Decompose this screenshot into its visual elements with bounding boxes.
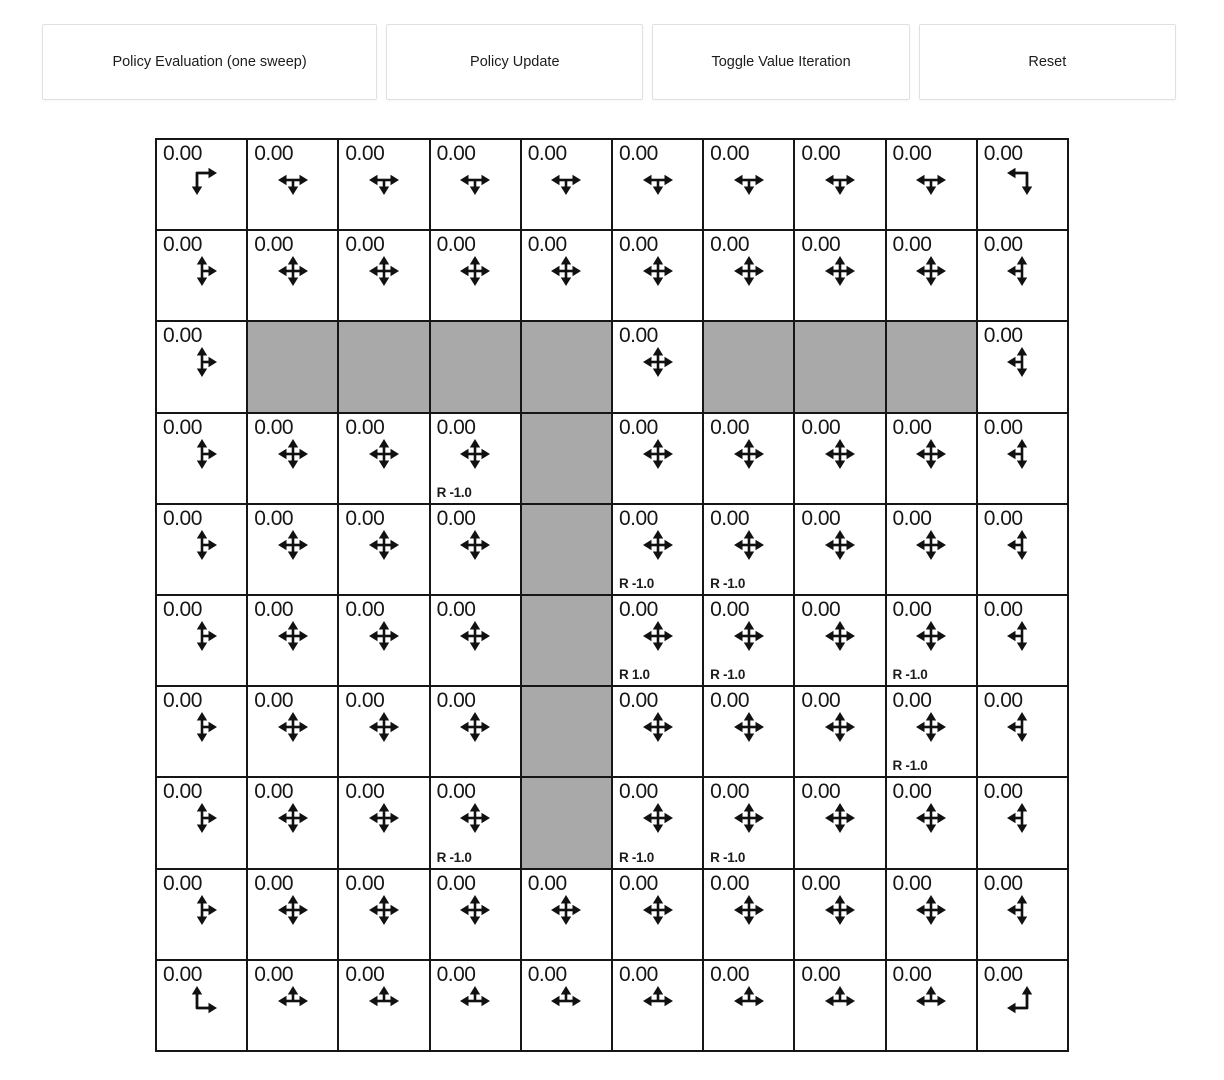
state-value: 0.00 [345,871,385,895]
grid-cell [886,686,977,777]
state-value: 0.00 [710,780,749,804]
state-value: 0.00 [618,597,658,621]
state-value: 0.00 [892,506,932,530]
policy-arrow-icon [367,254,401,288]
policy-arrow-icon [276,437,310,471]
state-value: 0.00 [892,233,932,257]
state-value: 0.00 [163,142,202,165]
state-value: 0.00 [892,780,932,804]
policy-arrow-icon [276,163,310,197]
grid-cell [977,139,1068,230]
policy-arrow-icon [549,893,583,927]
policy-arrow-icon [458,801,492,835]
state-value: 0.00 [254,233,294,257]
state-value: 0.00 [163,597,202,621]
grid-cell [703,504,794,595]
policy-arrow-icon [458,984,492,1018]
grid-cell [430,230,521,321]
policy-arrow-icon [1005,345,1039,379]
policy-arrow-icon [641,619,675,653]
policy-arrow-icon [185,893,219,927]
grid-cell [247,869,338,960]
state-value: 0.00 [710,506,749,530]
policy-arrow-icon [1005,619,1039,653]
policy-arrow-icon [732,437,766,471]
policy-arrow-icon [914,893,948,927]
grid-cell [886,777,977,868]
state-value: 0.00 [345,962,385,986]
state-value: 0.00 [163,233,202,257]
grid-cell [612,413,703,504]
state-value: 0.00 [345,233,385,257]
grid-cell [794,413,885,504]
state-value: 0.00 [163,689,202,713]
grid-cell [338,139,429,230]
policy-arrow-icon [276,528,310,562]
state-value: 0.00 [527,871,567,895]
state-value: 0.00 [436,415,476,439]
grid-cell [247,686,338,777]
toolbar [42,24,1176,100]
state-value: 0.00 [892,962,932,986]
policy-arrow-icon [276,710,310,744]
policy-arrow-icon [914,528,948,562]
state-value: 0.00 [527,233,567,257]
state-value: 0.00 [618,506,658,530]
state-value: 0.00 [618,780,658,804]
policy-arrow-icon [185,801,219,835]
grid-cell [612,504,703,595]
grid-cell [703,139,794,230]
state-value: 0.00 [710,233,749,257]
state-value: 0.00 [618,689,658,713]
grid-cell [338,777,429,868]
policy-arrow-icon [641,345,675,379]
policy-arrow-icon [732,801,766,835]
policy-arrow-icon [185,984,219,1018]
state-value: 0.00 [892,689,932,713]
grid-cell [156,230,247,321]
grid-cell [247,777,338,868]
state-value: 0.00 [254,415,294,439]
policy-arrow-icon [367,893,401,927]
state-value: 0.00 [801,780,841,804]
policy-arrow-icon [367,984,401,1018]
state-value: 0.00 [983,780,1023,804]
grid-cell [521,960,612,1051]
state-value: 0.00 [983,324,1023,348]
state-value: 0.00 [436,506,476,530]
reward-label: R -1.0 [710,849,746,865]
state-value: 0.00 [345,142,385,165]
grid-cell [338,686,429,777]
reset-button[interactable]: Reset [919,24,1176,100]
grid-cell [430,777,521,868]
policy-arrow-icon [458,163,492,197]
grid-cell [886,139,977,230]
reward-label: R -1.0 [618,575,654,591]
grid-cell [886,230,977,321]
state-value: 0.00 [254,780,294,804]
policy-arrow-icon [367,528,401,562]
gridworld [155,138,1069,1052]
state-value: 0.00 [163,324,202,348]
state-value: 0.00 [983,506,1023,530]
state-value: 0.00 [801,142,841,165]
grid-cell [612,960,703,1051]
policy-arrow-icon [1005,254,1039,288]
state-value: 0.00 [254,871,294,895]
state-value: 0.00 [163,871,202,895]
policy-arrow-icon [185,619,219,653]
grid-cell [430,413,521,504]
grid-cell [977,777,1068,868]
policy-arrow-icon [641,163,675,197]
policy-arrow-icon [732,619,766,653]
policy-arrow-icon [914,437,948,471]
policy-arrow-icon [276,801,310,835]
policy-arrow-icon [641,984,675,1018]
state-value: 0.00 [254,142,294,165]
grid-cell [612,686,703,777]
grid-cell-wall [794,321,885,412]
policy-arrow-icon [732,984,766,1018]
grid-cell-wall [703,321,794,412]
state-value: 0.00 [436,233,476,257]
state-value: 0.00 [801,871,841,895]
policy-arrow-icon [185,437,219,471]
state-value: 0.00 [710,871,749,895]
grid-cell [247,595,338,686]
grid-cell [156,960,247,1051]
grid-cell-wall [521,321,612,412]
policy-arrow-icon [367,801,401,835]
state-value: 0.00 [618,324,658,348]
policy-arrow-icon [641,437,675,471]
state-value: 0.00 [892,871,932,895]
policy-arrow-icon [823,437,857,471]
grid-cell [430,595,521,686]
reward-label: R -1.0 [892,758,928,774]
state-value: 0.00 [345,780,385,804]
policy-arrow-icon [1005,528,1039,562]
policy-arrow-icon [732,710,766,744]
policy-arrow-icon [823,984,857,1018]
grid-cell [430,504,521,595]
state-value: 0.00 [436,962,476,986]
policy-arrow-icon [367,163,401,197]
state-value: 0.00 [983,142,1023,165]
state-value: 0.00 [163,506,202,530]
grid-cell [156,777,247,868]
toggle-value-iteration-button[interactable]: Toggle Value Iteration [652,24,909,100]
state-value: 0.00 [801,506,841,530]
state-value: 0.00 [254,506,294,530]
grid-cell [247,413,338,504]
state-value: 0.00 [983,233,1023,257]
policy-arrow-icon [641,893,675,927]
state-value: 0.00 [710,415,749,439]
state-value: 0.00 [436,597,476,621]
state-value: 0.00 [163,780,202,804]
policy-arrow-icon [641,801,675,835]
policy-arrow-icon [1005,984,1039,1018]
policy-arrow-icon [732,163,766,197]
grid-cell [794,777,885,868]
grid-cell [886,413,977,504]
grid-cell [794,504,885,595]
grid-cell-wall [521,413,612,504]
policy-arrow-icon [367,437,401,471]
grid-cell [977,869,1068,960]
state-value: 0.00 [163,962,202,986]
grid-cell [977,413,1068,504]
grid-cell [977,504,1068,595]
state-value: 0.00 [436,142,476,165]
policy-arrow-icon [1005,437,1039,471]
grid-cell [794,230,885,321]
grid-cell [886,504,977,595]
grid-cell [338,869,429,960]
grid-cell [886,595,977,686]
grid-cell-wall [886,321,977,412]
state-value: 0.00 [710,962,749,986]
policy-update-button[interactable]: Policy Update [386,24,643,100]
grid-cell [612,777,703,868]
reward-label: R -1.0 [436,484,472,500]
state-value: 0.00 [345,597,385,621]
state-value: 0.00 [710,597,749,621]
policy-arrow-icon [732,893,766,927]
policy-arrow-icon [823,801,857,835]
policy-arrow-icon [185,254,219,288]
policy-arrow-icon [185,528,219,562]
grid-cell [338,595,429,686]
grid-cell [703,869,794,960]
policy-arrow-icon [458,893,492,927]
state-value: 0.00 [710,689,749,713]
grid-cell [977,230,1068,321]
state-value: 0.00 [436,689,476,713]
policy-arrow-icon [276,619,310,653]
grid-cell [156,504,247,595]
state-value: 0.00 [618,962,658,986]
reward-label: R -1.0 [436,849,472,865]
state-value: 0.00 [527,962,567,986]
grid-cell [612,230,703,321]
grid-cell [886,960,977,1051]
grid-cell [521,230,612,321]
state-value: 0.00 [983,962,1023,986]
state-value: 0.00 [801,233,841,257]
reward-label: R -1.0 [618,849,654,865]
policy-evaluation-button[interactable]: Policy Evaluation (one sweep) [42,24,377,100]
policy-arrow-icon [914,254,948,288]
grid-cell [156,413,247,504]
policy-arrow-icon [1005,710,1039,744]
grid-cell-wall [521,686,612,777]
grid-cell-wall [430,321,521,412]
policy-arrow-icon [458,437,492,471]
grid-cell [977,960,1068,1051]
state-value: 0.00 [345,689,385,713]
policy-arrow-icon [458,254,492,288]
grid-cell [156,321,247,412]
grid-cell [703,595,794,686]
state-value: 0.00 [618,142,658,165]
state-value: 0.00 [801,415,841,439]
grid-cell [338,504,429,595]
state-value: 0.00 [892,597,932,621]
policy-arrow-icon [458,619,492,653]
state-value: 0.00 [618,871,658,895]
grid-cell [247,504,338,595]
policy-arrow-icon [823,163,857,197]
policy-arrow-icon [1005,893,1039,927]
policy-arrow-icon [914,163,948,197]
grid-cell-wall [521,777,612,868]
state-value: 0.00 [801,597,841,621]
state-value: 0.00 [254,689,294,713]
grid-cell [703,960,794,1051]
state-value: 0.00 [983,689,1023,713]
grid-cell [156,869,247,960]
state-value: 0.00 [801,689,841,713]
policy-arrow-icon [1005,801,1039,835]
policy-arrow-icon [823,710,857,744]
policy-arrow-icon [641,254,675,288]
state-value: 0.00 [618,415,658,439]
state-value: 0.00 [983,871,1023,895]
state-value: 0.00 [983,597,1023,621]
reward-label: R 1.0 [618,667,650,683]
policy-arrow-icon [914,619,948,653]
grid-cell [703,413,794,504]
reward-label: R -1.0 [710,575,746,591]
policy-arrow-icon [914,801,948,835]
grid-cell [156,686,247,777]
state-value: 0.00 [710,142,749,165]
grid-cell [703,230,794,321]
grid-cell [612,869,703,960]
grid-cell [703,777,794,868]
grid-cell [612,139,703,230]
grid-cell [247,230,338,321]
policy-arrow-icon [914,710,948,744]
grid-cell [247,960,338,1051]
state-value: 0.00 [345,506,385,530]
state-value: 0.00 [527,142,567,165]
grid-cell [794,686,885,777]
grid-cell [703,686,794,777]
grid-cell [886,869,977,960]
policy-arrow-icon [367,710,401,744]
grid-cell [977,595,1068,686]
policy-arrow-icon [641,710,675,744]
state-value: 0.00 [345,415,385,439]
grid-cell [794,869,885,960]
state-value: 0.00 [801,962,841,986]
state-value: 0.00 [892,142,932,165]
policy-arrow-icon [823,893,857,927]
policy-arrow-icon [732,254,766,288]
grid-cell [521,139,612,230]
grid-cell [247,139,338,230]
grid-cell-wall [521,504,612,595]
policy-arrow-icon [367,619,401,653]
policy-arrow-icon [549,254,583,288]
policy-arrow-icon [1005,163,1039,197]
policy-arrow-icon [823,528,857,562]
policy-arrow-icon [276,984,310,1018]
grid-cell-wall [247,321,338,412]
reward-label: R -1.0 [892,667,928,683]
policy-arrow-icon [185,345,219,379]
reward-label: R -1.0 [710,667,746,683]
grid-cell [338,960,429,1051]
grid-cell [338,230,429,321]
grid-cell [521,869,612,960]
grid-cell [430,960,521,1051]
grid-cell [338,413,429,504]
grid-cell-wall [338,321,429,412]
grid-cell [977,686,1068,777]
policy-arrow-icon [458,710,492,744]
policy-arrow-icon [914,984,948,1018]
grid-cell [430,869,521,960]
policy-arrow-icon [823,254,857,288]
policy-arrow-icon [549,984,583,1018]
state-value: 0.00 [436,780,476,804]
policy-arrow-icon [276,254,310,288]
policy-arrow-icon [549,163,583,197]
state-value: 0.00 [163,415,202,439]
state-value: 0.00 [436,871,476,895]
policy-arrow-icon [641,528,675,562]
grid-cell [612,595,703,686]
policy-arrow-icon [185,163,219,197]
state-value: 0.00 [254,962,294,986]
grid-cell [794,595,885,686]
grid-cell [430,686,521,777]
grid-cell [977,321,1068,412]
state-value: 0.00 [983,415,1023,439]
policy-arrow-icon [276,893,310,927]
policy-arrow-icon [458,528,492,562]
grid-cell [794,139,885,230]
state-value: 0.00 [618,233,658,257]
grid-cell [612,321,703,412]
grid-cell [156,139,247,230]
grid-cell [430,139,521,230]
policy-arrow-icon [185,710,219,744]
grid-cell [156,595,247,686]
state-value: 0.00 [892,415,932,439]
grid-cell [794,960,885,1051]
policy-arrow-icon [732,528,766,562]
grid-cell-wall [521,595,612,686]
state-value: 0.00 [254,597,294,621]
policy-arrow-icon [823,619,857,653]
